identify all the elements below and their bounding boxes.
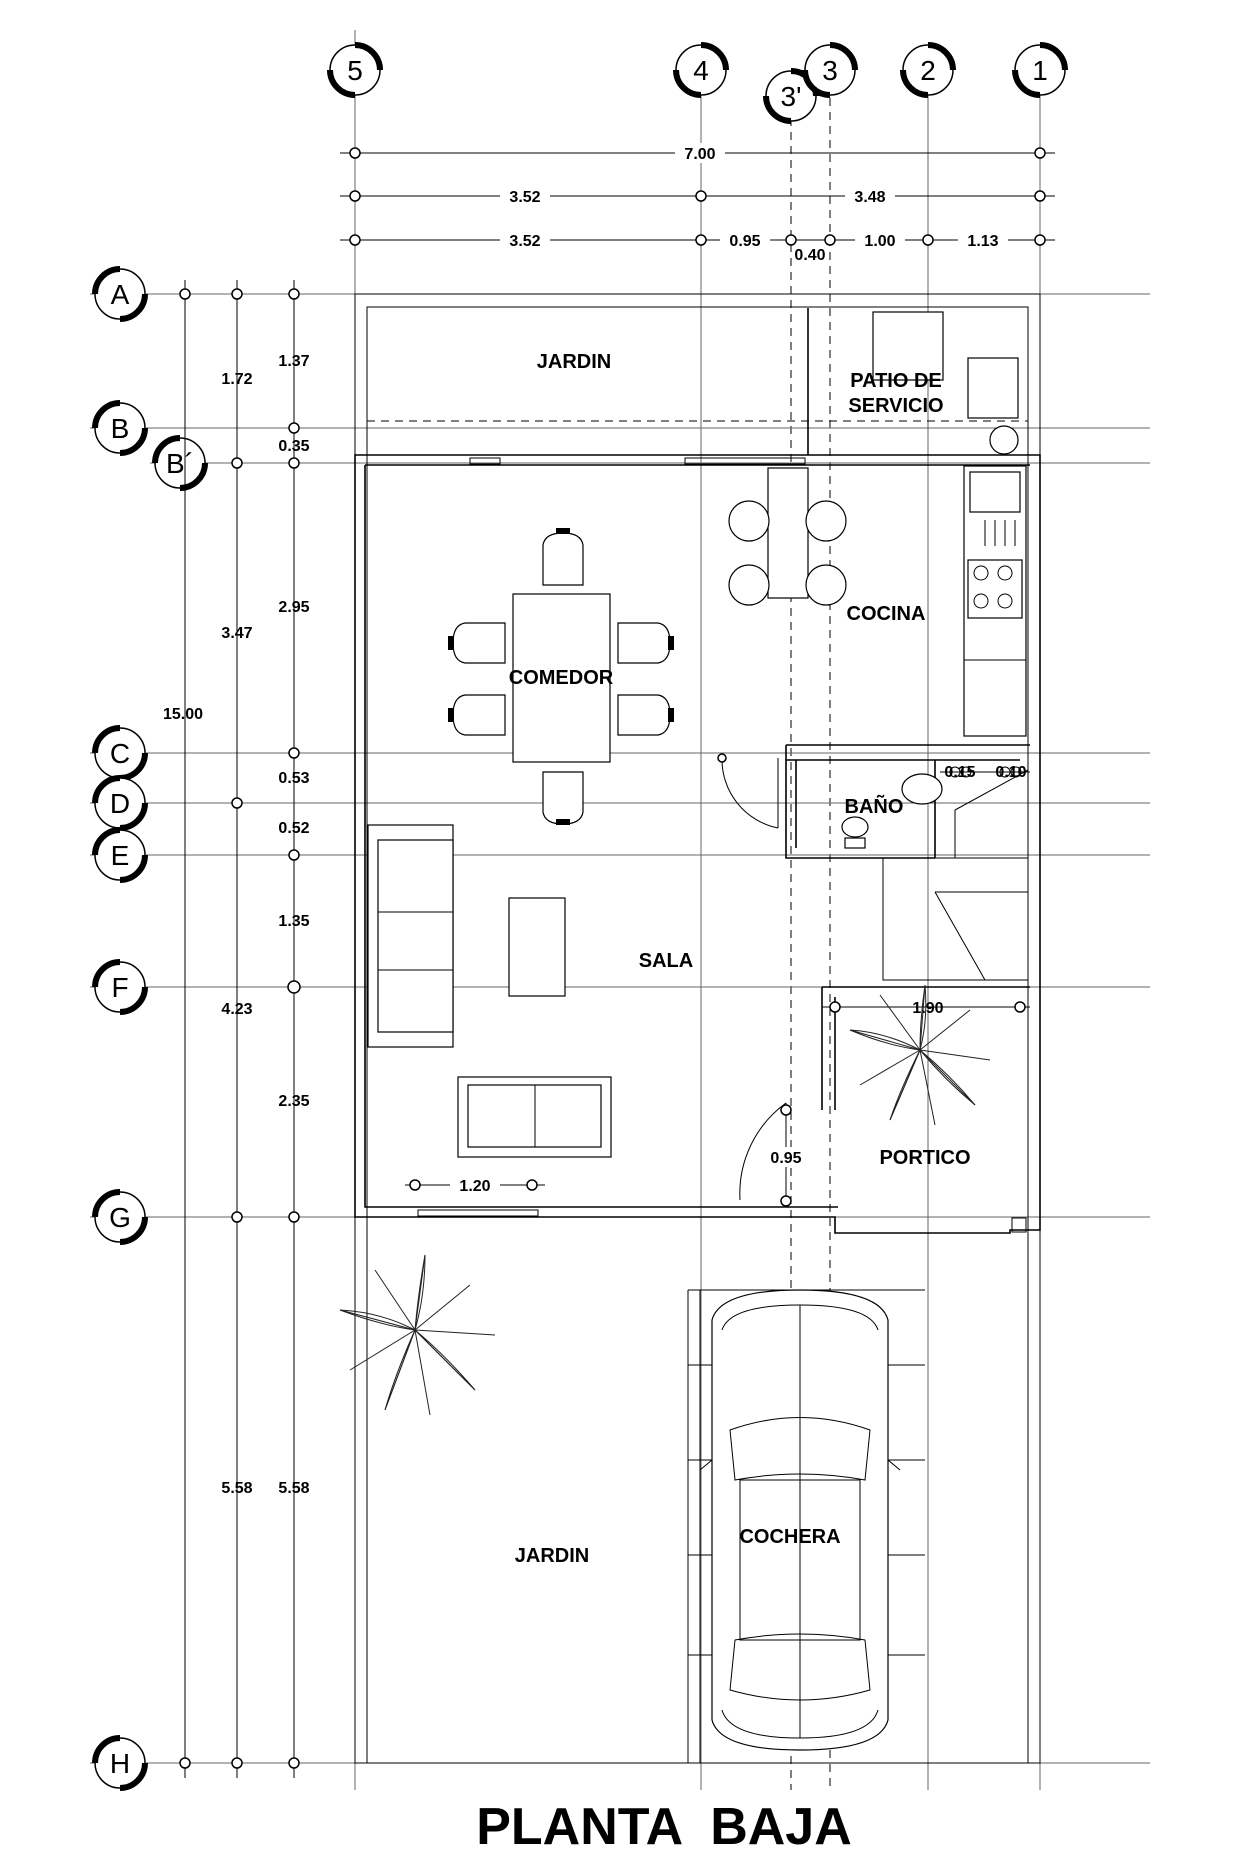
- dim-right-0-53: 0.53: [278, 770, 310, 787]
- dim-right-2-95: 2.95: [278, 599, 310, 616]
- axis-label-row-C: C: [109, 738, 131, 769]
- drawing-title: PLANTA BAJA: [476, 1798, 852, 1856]
- living-furniture: [368, 825, 611, 1157]
- kitchen-fixtures: [729, 466, 1026, 736]
- dim-bath-b: 0.10: [995, 764, 1027, 781]
- room-label-portico: PORTICO: [879, 1147, 971, 1169]
- axis-label-row-B: B: [110, 413, 130, 444]
- room-label-cocina: COCINA: [846, 603, 926, 625]
- room-label-patio-line2: SERVICIO: [848, 395, 944, 417]
- dim-left-4-23: 4.23: [221, 1001, 253, 1018]
- dim-right-0-35: 0.35: [278, 438, 310, 455]
- axis-label-row-D: D: [109, 788, 131, 819]
- dim-top-low-c: 0.40: [794, 247, 826, 264]
- dim-top-low-d: 1.00: [864, 233, 896, 250]
- entry-door: [740, 1103, 807, 1207]
- axis-bubble-col-1: [1015, 45, 1065, 95]
- axis-bubble-row-E: [95, 830, 145, 880]
- walls: [355, 294, 1040, 1763]
- axis-bubble-row-B: [95, 403, 145, 453]
- axis-bubble-row-H: [95, 1738, 145, 1788]
- top-dimensions: [340, 143, 1055, 264]
- dim-right-1-35: 1.35: [278, 913, 310, 930]
- dim-left-3-47: 3.47: [221, 625, 253, 642]
- dim-portico-width: 1.90: [912, 1000, 944, 1017]
- axis-label-col-3prime: 3': [780, 81, 802, 112]
- axis-label-row-A: A: [110, 279, 130, 310]
- column-axis-markers: [330, 45, 1065, 121]
- axis-bubble-row-A: [95, 269, 145, 319]
- room-label-bano: BAÑO: [844, 796, 904, 818]
- axis-bubble-row-G: [95, 1192, 145, 1242]
- dim-right-2-35: 2.35: [278, 1093, 310, 1110]
- axis-label-col-2: 2: [920, 55, 936, 86]
- axis-bubble-col-4: [676, 45, 726, 95]
- stairs: [883, 770, 1028, 980]
- axis-label-row-Bprime: B´: [166, 448, 194, 479]
- dim-window-width: 1.20: [459, 1178, 491, 1195]
- room-label-jardin-top: JARDIN: [536, 351, 612, 373]
- axis-bubble-col-3: [805, 45, 855, 95]
- room-label-sala: SALA: [638, 950, 694, 972]
- axis-bubble-row-Bprime: [155, 438, 205, 488]
- palm-plant-garden: [340, 1255, 495, 1415]
- dim-top-total: 7.00: [684, 146, 716, 163]
- axis-label-row-H: H: [109, 1748, 131, 1779]
- dim-top-low-e: 1.13: [967, 233, 999, 250]
- dim-top-low-a: 3.52: [509, 233, 541, 250]
- axis-label-col-4: 4: [693, 55, 709, 86]
- dim-top-low-b: 0.95: [729, 233, 761, 250]
- axis-label-col-3: 3: [822, 55, 838, 86]
- row-axis-markers: [95, 269, 205, 1788]
- window-dimension: [405, 1175, 545, 1195]
- room-label-comedor: COMEDOR: [508, 667, 614, 689]
- room-label-patio-line1: PATIO DE: [850, 370, 942, 392]
- axis-bubble-col-5: [330, 45, 380, 95]
- axis-label-row-E: E: [110, 840, 130, 871]
- dim-bath-a: 0.15: [944, 764, 976, 781]
- dim-right-5-58: 5.58: [278, 1480, 310, 1497]
- axis-label-col-1: 1: [1032, 55, 1048, 86]
- dim-right-0-52: 0.52: [278, 820, 310, 837]
- axis-label-row-F: F: [111, 972, 129, 1003]
- left-dimensions: [163, 280, 310, 1778]
- dim-left-1-72: 1.72: [221, 371, 253, 388]
- car: [700, 1290, 900, 1750]
- dim-total-height: 15.00: [162, 706, 204, 723]
- dim-door-width: 0.95: [770, 1150, 802, 1167]
- axis-label-row-G: G: [109, 1202, 131, 1233]
- axis-bubble-col-2: [903, 45, 953, 95]
- dim-top-mid-right: 3.48: [854, 189, 886, 206]
- room-label-cochera: COCHERA: [739, 1526, 841, 1548]
- axis-label-col-5: 5: [347, 55, 363, 86]
- room-label-jardin-bottom: JARDIN: [514, 1545, 590, 1567]
- axis-bubble-row-D: [95, 778, 145, 828]
- dim-top-mid-left: 3.52: [509, 189, 541, 206]
- axis-bubble-row-C: [95, 728, 145, 778]
- dim-left-5-58: 5.58: [221, 1480, 253, 1497]
- dim-right-1-37: 1.37: [278, 353, 310, 370]
- axis-bubble-row-F: [95, 962, 145, 1012]
